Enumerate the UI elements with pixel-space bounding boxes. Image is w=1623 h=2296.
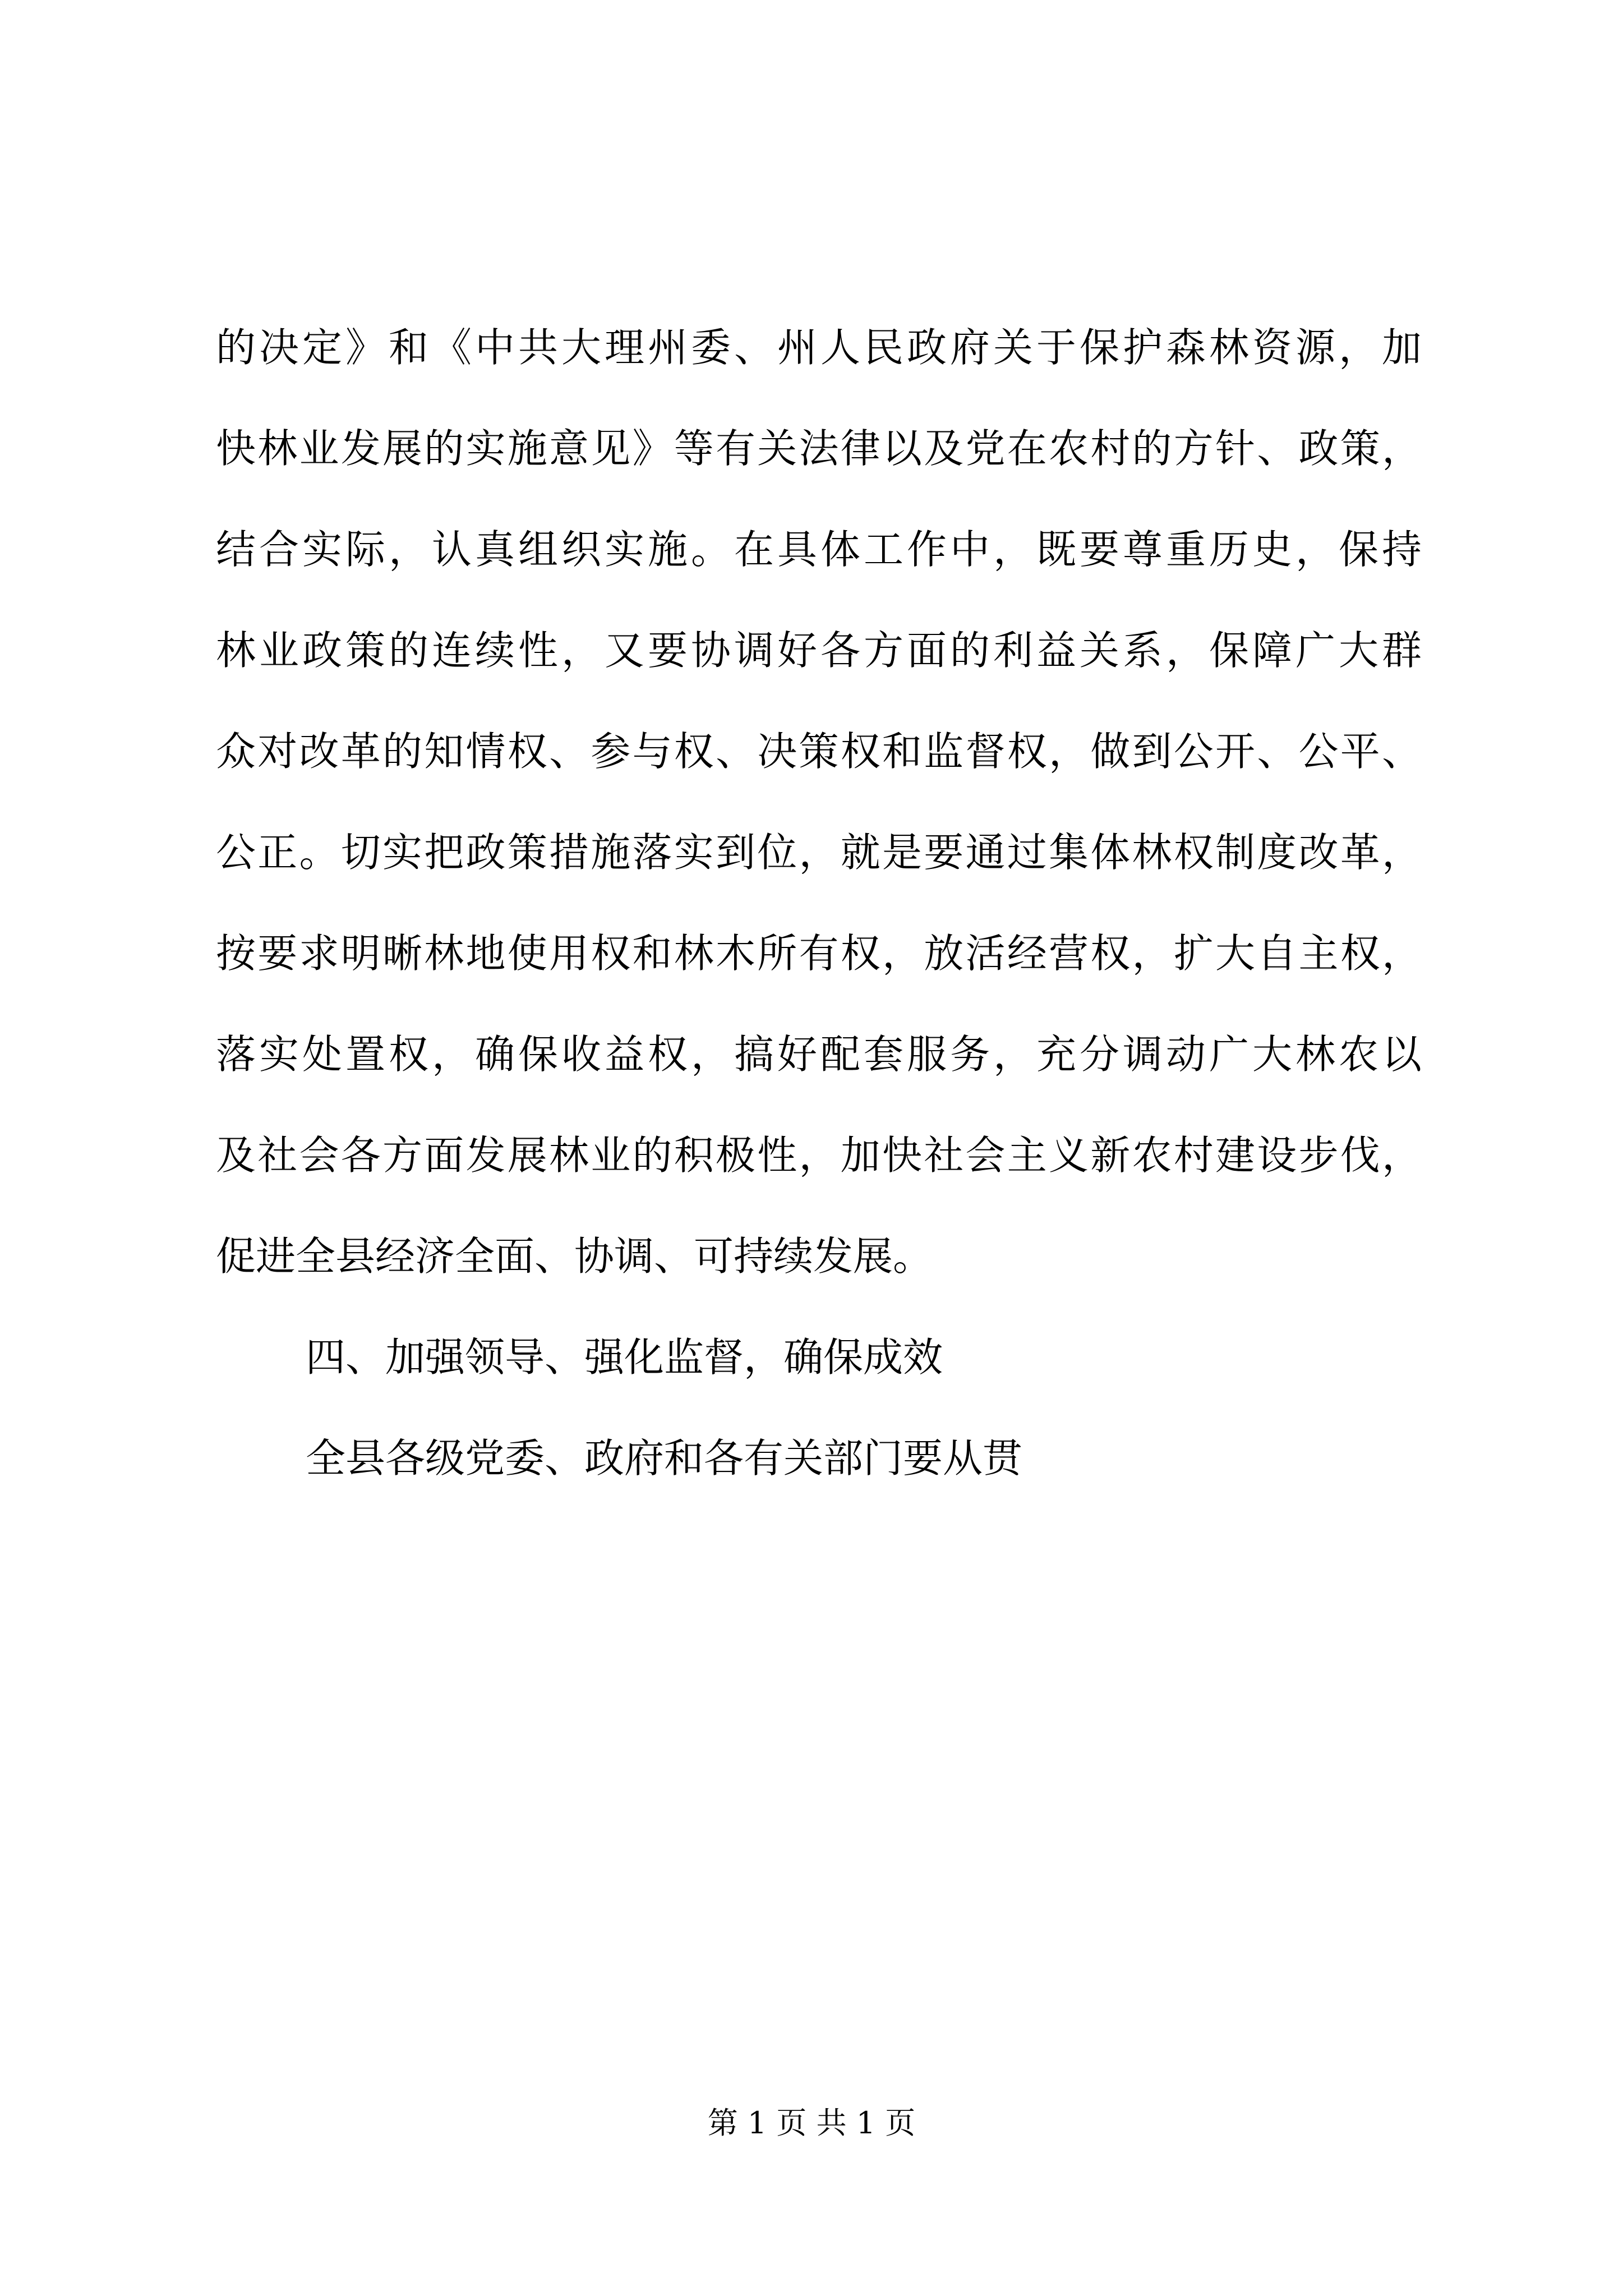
page-footer <box>0 2101 1623 2146</box>
body-line-10: 促进全县经济全面、协调、可持续发展。 <box>216 1233 933 1280</box>
body-line-1: 的决定》和《中共大理州委、州人民政府关于保护森林资源，加 <box>216 324 1422 371</box>
body-text <box>216 297 1422 1509</box>
body-line-5: 众对改革的知情权、参与权、决策权和监督权，做到公开、公平、 <box>216 728 1422 775</box>
body-line-6: 公正。切实把政策措施落实到位，就是要通过集体林权制度改革， <box>216 829 1422 876</box>
paragraph-start: 全县各级党委、政府和各有关部门要从贯 <box>306 1435 1023 1481</box>
body-line-4: 林业政策的连续性，又要协调好各方面的利益关系，保障广大群 <box>216 627 1422 674</box>
body-line-8: 落实处置权，确保收益权，搞好配套服务，充分调动广大林农以 <box>216 1031 1422 1078</box>
section-heading: 四、加强领导、强化监督，确保成效 <box>306 1334 943 1381</box>
body-line-7: 按要求明晰林地使用权和林木所有权，放活经营权，扩大自主权， <box>216 930 1422 977</box>
body-line-2: 快林业发展的实施意见》等有关法律以及党在农村的方针、政策， <box>216 425 1422 472</box>
body-line-3: 结合实际，认真组织实施。在具体工作中，既要尊重历史，保持 <box>216 526 1422 573</box>
page-number-label: 第 1 页 共 1 页 <box>707 2105 916 2141</box>
body-line-9: 及社会各方面发展林业的积极性，加快社会主义新农村建设步伐， <box>216 1132 1422 1179</box>
